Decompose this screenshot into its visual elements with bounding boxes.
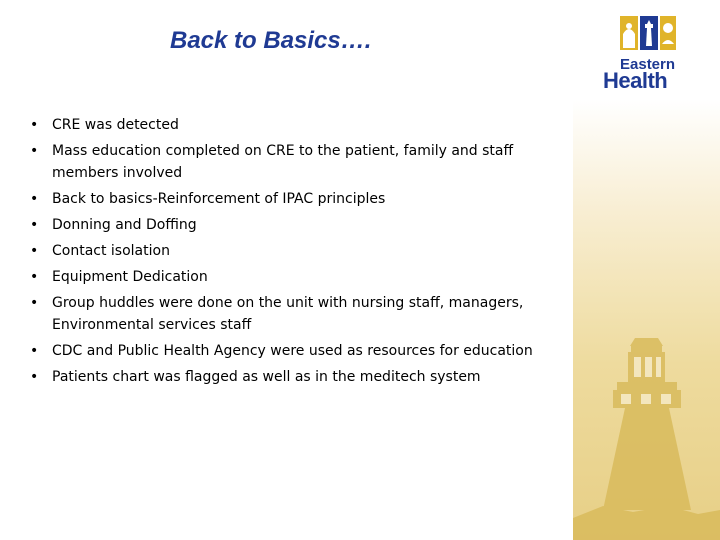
bullet-text: Back to basics-Reinforcement of IPAC principles: [52, 191, 386, 207]
bullet-icon: •: [30, 243, 39, 259]
list-item: [30, 114, 550, 136]
bullet-text: CDC and Public Health Agency were used as resources for education: [52, 343, 533, 359]
list-item: [30, 214, 550, 236]
bullet-text: Donning and Doffing: [52, 217, 197, 233]
bullet-icon: •: [30, 191, 39, 207]
bullet-text: Equipment Dedication: [52, 269, 208, 285]
list-item: [30, 340, 550, 362]
bullet-icon: •: [30, 217, 39, 233]
list-item: [30, 188, 550, 210]
logo-text-health: Health: [603, 68, 668, 93]
list-item: [30, 240, 550, 262]
slide-title: Back to Basics….: [170, 27, 372, 54]
lighthouse-icon: [573, 330, 720, 540]
bullet-text: Mass education completed on CRE to the patient, family and staff members involved: [52, 143, 514, 181]
bullet-text: Contact isolation: [52, 243, 170, 259]
list-item: [30, 266, 550, 288]
list-item: [30, 292, 550, 336]
logo-text-eastern: Eastern: [620, 56, 676, 73]
bullet-text: Patients chart was flagged as well as in the meditech system: [52, 369, 481, 385]
bullet-text: CRE was detected: [52, 117, 179, 133]
bullet-icon: •: [30, 343, 39, 359]
bullet-icon: •: [30, 143, 39, 159]
bullet-icon: •: [30, 117, 39, 133]
list-item: [30, 140, 550, 184]
bullet-icon: •: [30, 295, 39, 311]
bullet-text: Group huddles were done on the unit with nursing staff, managers, Environmental services staff: [52, 295, 524, 333]
bullet-list: [30, 114, 550, 392]
bullet-icon: •: [30, 269, 39, 285]
list-item: [30, 366, 550, 388]
bullet-icon: •: [30, 369, 39, 385]
